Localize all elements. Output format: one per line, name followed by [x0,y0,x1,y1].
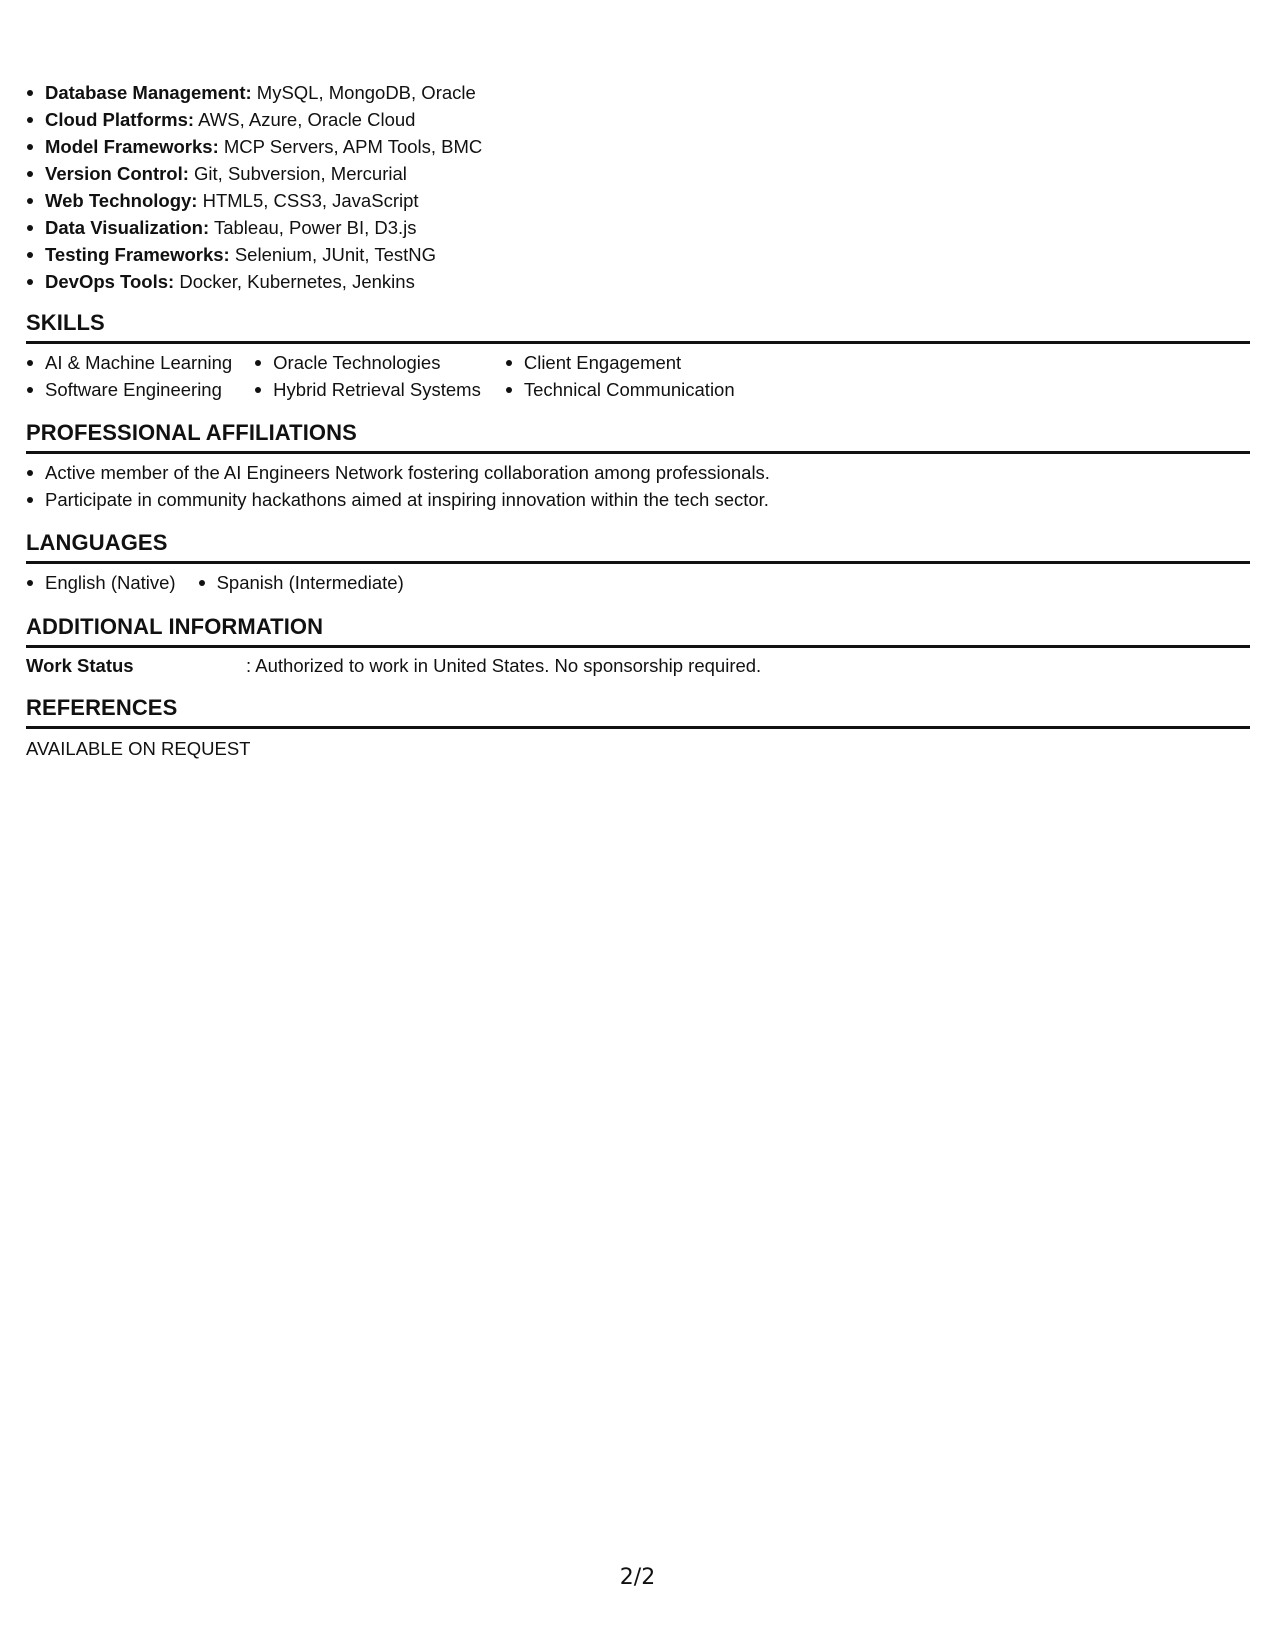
page-number: 2/2 [619,1565,656,1590]
list-item: Oracle Technologies [254,349,481,376]
list-item: Technical Communication [505,376,735,403]
list-item [26,133,482,160]
list-item [26,79,482,106]
section-heading: ADDITIONAL INFORMATION [26,612,1250,648]
languages-row [26,569,1250,596]
references-text: AVAILABLE ON REQUEST [26,738,251,759]
affiliations-list [26,459,1250,513]
section-heading: SKILLS [26,308,1250,344]
tool-category-value: Tableau, Power BI, D3.js [213,217,417,238]
languages-column [198,569,404,596]
tool-category-label: Cloud Platforms: [45,109,195,130]
list-item: English (Native) [26,569,176,596]
languages-column [26,569,176,596]
list-item [26,106,482,133]
list-item: AI & Machine Learning [26,349,232,376]
tool-category-label: Model Frameworks: [45,136,219,157]
skills-columns [26,349,1250,403]
tool-category-value: Selenium, JUnit, TestNG [234,244,437,265]
work-status-label: Work Status [26,655,134,676]
list-item: Software Engineering [26,376,232,403]
tool-category-value: HTML5, CSS3, JavaScript [202,190,419,211]
tool-category-value: AWS, Azure, Oracle Cloud [198,109,416,130]
work-status-value: : Authorized to work in United States. No sponsorship required. [246,655,762,676]
section-heading: PROFESSIONAL AFFILIATIONS [26,418,1250,454]
section-heading: REFERENCES [26,693,1250,729]
tool-category-value: MySQL, MongoDB, Oracle [256,82,476,103]
tool-category-value: MCP Servers, APM Tools, BMC [223,136,483,157]
additional-info-section [26,612,1250,679]
list-item [26,187,482,214]
affiliations-section [26,418,1250,513]
references-section [26,693,1250,762]
list-item: Participate in community hackathons aimed at inspiring innovation within the tech sector. [26,486,1250,513]
tool-category-label: Version Control: [45,163,189,184]
list-item: Active member of the AI Engineers Network fostering collaboration among professionals. [26,459,1250,486]
work-status-row [26,652,1250,679]
tool-category-label: Database Management: [45,82,252,103]
list-item: Client Engagement [505,349,735,376]
list-item: Spanish (Intermediate) [198,569,404,596]
tool-category-value: Git, Subversion, Mercurial [194,163,407,184]
tool-category-label: Testing Frameworks: [45,244,230,265]
section-heading: LANGUAGES [26,528,1250,564]
tool-category-label: DevOps Tools: [45,271,175,292]
tool-category-value: Docker, Kubernetes, Jenkins [179,271,415,292]
skills-section [26,308,1250,403]
tool-category-label: Data Visualization: [45,217,210,238]
list-item: Hybrid Retrieval Systems [254,376,481,403]
list-item [26,214,482,241]
skills-column [505,349,735,403]
list-item [26,268,482,295]
languages-section [26,528,1250,596]
list-item [26,160,482,187]
skills-column [26,349,232,403]
tool-category-label: Web Technology: [45,190,198,211]
skills-column [254,349,481,403]
list-item [26,241,482,268]
technical-tools-list [26,79,482,295]
